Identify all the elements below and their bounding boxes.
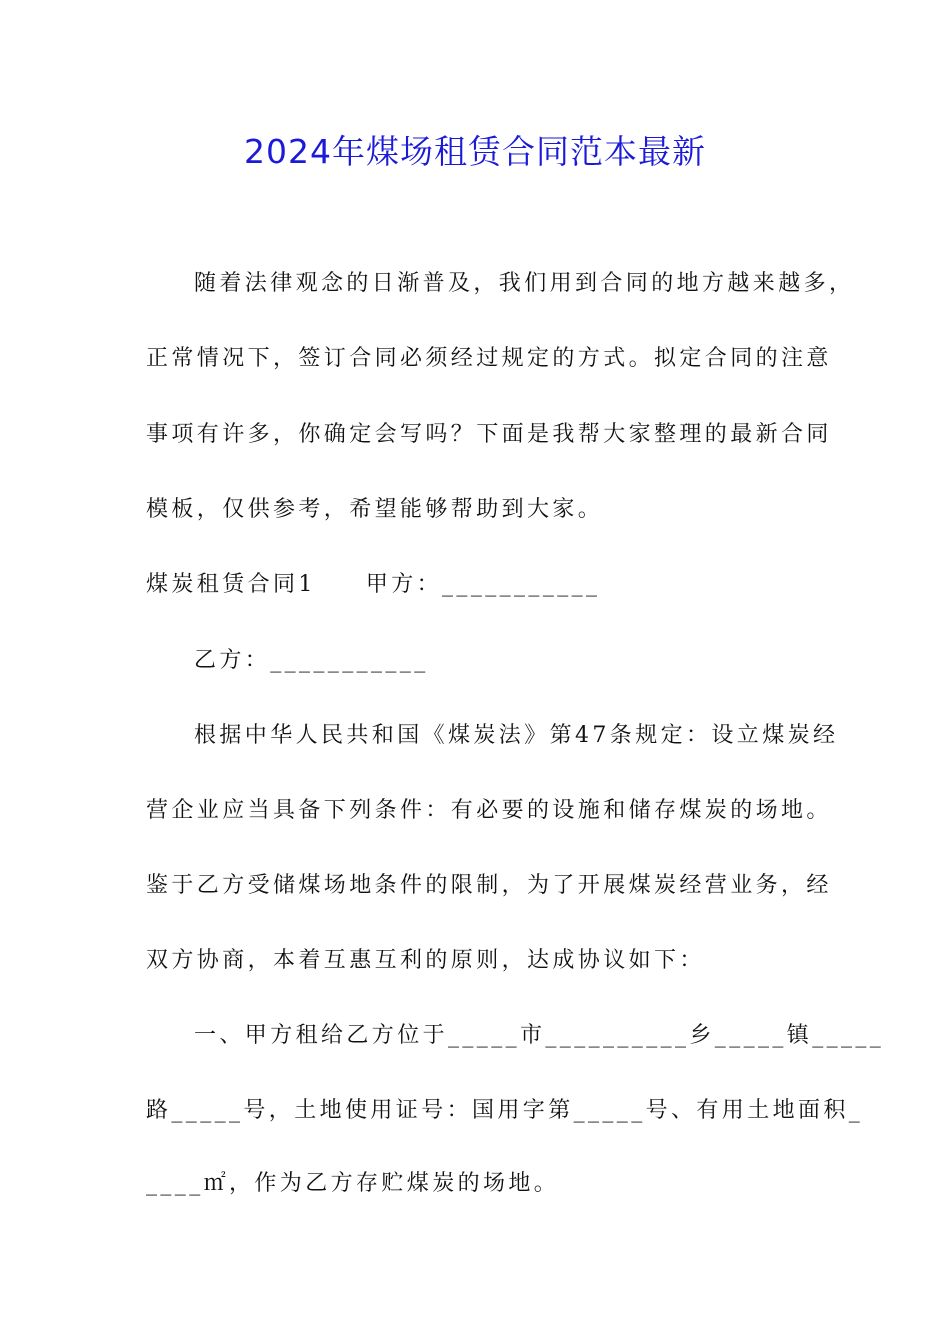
clause-line: ____㎡，作为乙方存贮煤炭的场地。 — [146, 1171, 560, 1196]
party-a-field: 甲方：___________ — [365, 572, 601, 597]
clause-line: 路_____号，土地使用证号：国用字第_____号、有用土地面积_ — [146, 1098, 864, 1123]
basis-line: 营企业应当具备下列条件：有必要的设施和储存煤炭的场地。 — [146, 798, 832, 823]
basis-line: 双方协商，本着互惠互利的原则，达成协议如下： — [146, 948, 705, 973]
intro-line: 事项有许多，你确定会写吗？下面是我帮大家整理的最新合同 — [146, 422, 832, 447]
basis-line: 鉴于乙方受储煤场地条件的限制，为了开展煤炭经营业务，经 — [146, 873, 832, 898]
intro-line: 模板，仅供参考，希望能够帮助到大家。 — [146, 497, 604, 522]
basis-line: 根据中华人民共和国《煤炭法》第47条规定：设立煤炭经 — [194, 723, 839, 748]
contract-heading-line — [146, 569, 600, 601]
clause-line: 一、甲方租给乙方位于_____市__________乡_____镇_____ — [194, 1023, 885, 1048]
document-title: 2024年煤场租赁合同范本最新 — [244, 132, 706, 171]
intro-line: 正常情况下，签订合同必须经过规定的方式。拟定合同的注意 — [146, 346, 832, 371]
party-b-field: 乙方：___________ — [194, 648, 429, 673]
intro-line: 随着法律观念的日渐普及，我们用到合同的地方越来越多， — [194, 271, 855, 296]
contract-heading: 煤炭租赁合同1 — [146, 572, 316, 597]
